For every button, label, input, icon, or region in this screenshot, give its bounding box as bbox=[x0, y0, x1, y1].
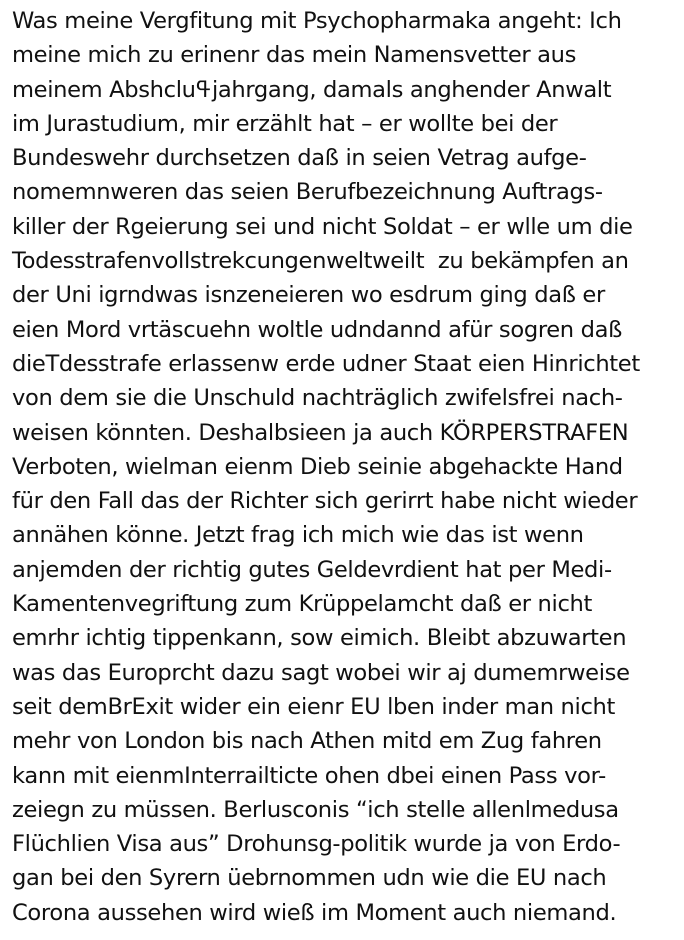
text-line: Verboten, wielman eienm Dieb seinie abgehackte Hand bbox=[12, 453, 623, 480]
body-text bbox=[12, 4, 680, 930]
text-line: Bundeswehr durchsetzen daß in seien Vetrag aufge- bbox=[12, 145, 587, 172]
text-line: der Uni igrndwas isnzeneieren wo esdrum ging daß er bbox=[12, 282, 605, 309]
text-line: anjemden der richtig gutes Geldevrdient hat per Medi- bbox=[12, 556, 612, 583]
text-line: für den Fall das der Richter sich gerirrt habe nicht wieder bbox=[12, 488, 638, 515]
text-line: meine mich zu erinenr das mein Namensvetter aus bbox=[12, 42, 577, 69]
text-line: Was meine Vergfitung mit Psychopharmaka angeht: Ich bbox=[12, 8, 622, 34]
text-line: eien Mord vrtäscuehn woltle udndannd afür sogren daß bbox=[12, 316, 622, 343]
text-line: killer der Rgeierung sei und nicht Soldat – er wlle um die bbox=[12, 213, 633, 240]
text-line: von dem sie die Unschuld nachträglich zwifelsfrei nach- bbox=[12, 385, 623, 412]
text-line: meinem Abshcluߟjahrgang, damals anghender Anwalt bbox=[12, 76, 612, 103]
text-line: zeiegn zu müssen. Berlusconis “ich stelle allenlmedusa bbox=[12, 796, 619, 823]
text-line: emrhr ichtig tippenkann, sow eimich. Bleibt abzuwarten bbox=[12, 625, 627, 652]
text-line: kann mit eienmInterrailticte ohen dbei einen Pass vor- bbox=[12, 762, 606, 789]
text-line: Flüchlien Visa aus” Drohunsg-politik wurde ja von Erdo- bbox=[12, 831, 621, 858]
text-line: gan bei den Syrern üebrnommen udn wie die EU nach bbox=[12, 865, 607, 892]
text-line: Todesstrafenvollstrekcungenweltweilt zu bekämpfen an bbox=[12, 248, 629, 275]
text-line: nomemnweren das seien Berufbezeichnung Auftrags- bbox=[12, 179, 603, 206]
text-line: annähen könne. Jetzt frag ich mich wie das ist wenn bbox=[12, 522, 584, 549]
text-line: was das Europrcht dazu sagt wobei wir aj dumemrweise bbox=[12, 659, 630, 686]
text-line: Kamentenvegriftung zum Krüppelamcht daß er nicht bbox=[12, 591, 592, 618]
text-line: im Jurastudium, mir erzählt hat – er wollte bei der bbox=[12, 110, 558, 137]
text-line: weisen könnten. Deshalbsieen ja auch KÖRPERSTRAFEN bbox=[12, 419, 629, 446]
text-line: mehr von London bis nach Athen mitd em Zug fahren bbox=[12, 728, 602, 755]
text-line: dieTdesstrafe erlassenw erde udner Staat eien Hinrichtet bbox=[12, 350, 640, 377]
text-line: Corona aussehen wird wieß im Moment auch niemand. bbox=[12, 899, 617, 926]
text-line: seit demBrExit wider ein eienr EU lben inder man nicht bbox=[12, 693, 615, 720]
